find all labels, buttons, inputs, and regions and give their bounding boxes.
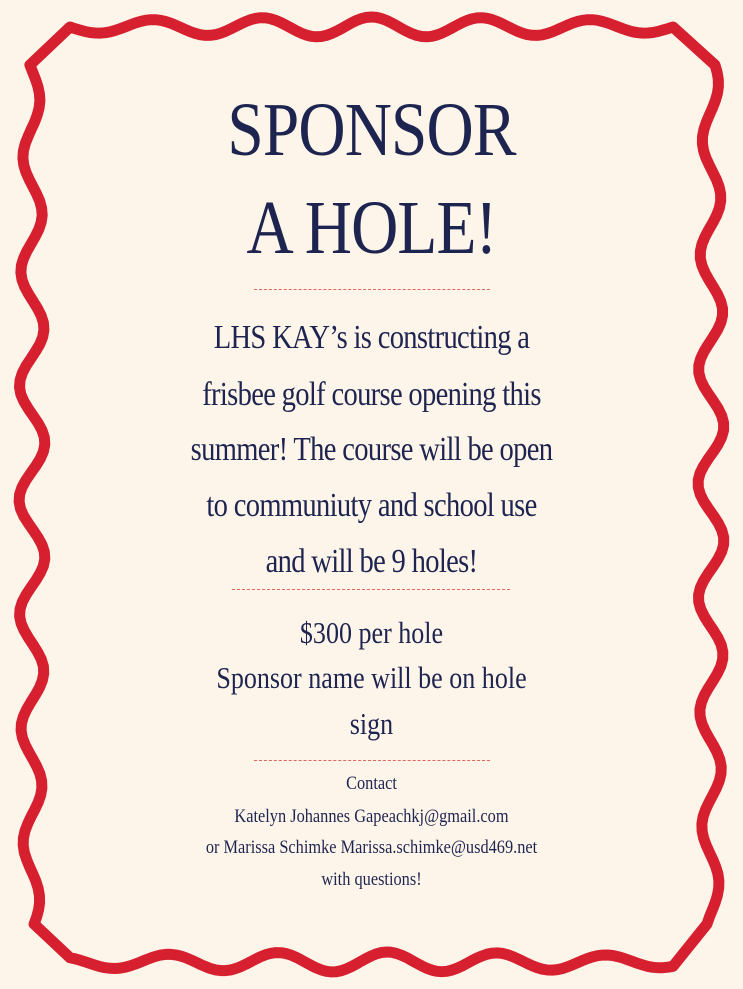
divider-1	[254, 289, 490, 290]
description-line: LHS KAY’s is constructing a	[213, 319, 530, 356]
contact-line: with questions!	[321, 869, 422, 890]
description-line: summer! The course will be open	[190, 431, 553, 468]
sponsor-sign-line: Sponsor name will be on hole	[216, 660, 527, 695]
title-line-1: SPONSOR	[227, 88, 516, 172]
divider-2	[232, 589, 510, 590]
divider-3	[254, 760, 490, 761]
title-line-2: A HOLE!	[246, 186, 497, 270]
contact-line: Katelyn Johannes Gapeachkj@gmail.com	[234, 806, 509, 827]
description-line: to communiuty and school use	[206, 487, 537, 524]
sponsor-sign-line: sign	[349, 706, 394, 741]
contact-heading: Contact	[346, 773, 397, 794]
description-line: frisbee golf course opening this	[202, 376, 541, 413]
contact-line: or Marissa Schimke Marissa.schimke@usd469.net	[205, 837, 538, 858]
price-line: $300 per hole	[299, 615, 444, 650]
description-line: and will be 9 holes!	[265, 543, 478, 580]
